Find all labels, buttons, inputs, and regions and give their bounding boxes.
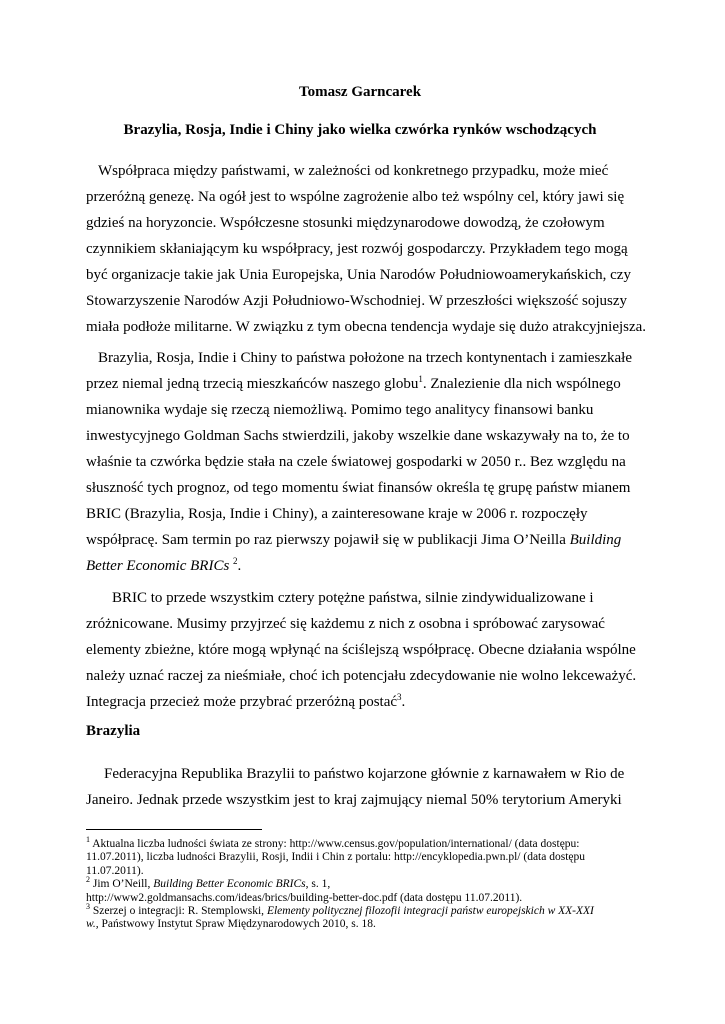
line-text: współpracę. Sam termin po raz pierwszy pojawił się w publikacji Jima O’Neilla: [86, 532, 570, 548]
paragraph-line: miała podłoże militarne. W związku z tym obecna tendencja wydaje się dużo atrakcyjniejsza.: [86, 319, 647, 335]
footnote-ref-3: 3: [397, 692, 402, 702]
paragraph-line: Janeiro. Jednak przede wszystkim jest to kraj zajmujący niemal 50% terytorium Ameryki: [86, 792, 622, 808]
paragraph-line: słuszność tych prognoz, od tego momentu świat finansów określa tę grupę państw mianem: [86, 480, 631, 496]
footnote-3: [86, 902, 634, 918]
footnote-text: Państwowy Instytut Spraw Międzynarodowych 2010, s. 18.: [98, 918, 376, 931]
footnote-1: [86, 835, 634, 851]
paragraph-line: [86, 527, 634, 553]
paragraph-line: mianownika wydaje się rzeczą niemożliwą. Pomimo tego analitycy finansowi banku: [86, 402, 594, 418]
footnote-text: , s. 1,: [305, 878, 331, 891]
footnote-italic: Building Better Economic BRICs: [153, 878, 306, 891]
italic-title: Better Economic BRICs: [86, 558, 230, 574]
footnote-italic: Elementy politycznej filozofii integracji państw europejskich w XX-XXI: [266, 905, 594, 918]
footnote-line: 11.07.2011), liczba ludności Brazylii, Rosji, Indii i Chin z portalu: http://encyklopedia.pwn.pl/ (data dostępu: [86, 851, 585, 864]
footnote-separator: [86, 829, 262, 830]
footnote-text: Aktualna liczba ludności świata ze strony: http://www.census.gov/population/international/ (data dostępu:: [92, 838, 580, 850]
footnote-number: 2: [86, 875, 90, 885]
paragraph-4: [86, 761, 634, 813]
paragraph-line: [86, 689, 634, 715]
paragraph-3: [86, 585, 637, 715]
footnote-number: 1: [86, 835, 90, 845]
line-text: Integracja przecież może przybrać przeróżną postać: [86, 694, 398, 710]
paragraph-line: właśnie ta czwórka będzie stała na czele światowej gospodarki w 2050 r.. Bez względu na: [86, 454, 626, 470]
footnote-2: [86, 875, 634, 891]
italic-title: Building: [569, 532, 622, 548]
paragraph-line: inwestycyjnego Goldman Sachs stwierdzili, jakoby wszelkie dane wskazywały na to, że to: [86, 428, 630, 444]
paragraph-1: [86, 158, 647, 340]
line-text: .: [401, 694, 406, 710]
section-heading: Brazylia: [86, 723, 141, 739]
paragraph-line: Federacyjna Republika Brazylii to państwo kojarzone głównie z karnawałem w Rio de: [104, 766, 625, 782]
paragraph-line: Współpraca między państwami, w zależności od konkretnego przypadku, może mieć: [98, 163, 609, 179]
footnote-line: [86, 918, 634, 931]
paragraph-line: [86, 371, 634, 397]
footnote-text: Jim O’Neill,: [92, 878, 154, 891]
paragraph-line: elementy zbieżne, które mogą wpłynąć na ściślejszą współpracę. Obecne działania wspólne: [86, 642, 636, 658]
footnote-ref-2: 2: [233, 556, 238, 566]
paragraph-line: czynnikiem skłaniającym ku współpracy, jest rozwój gospodarczy. Przykładem tego mogą: [86, 241, 628, 257]
paragraph-line: przeróżną genezę. Na ogół jest to wspólne zagrożenie albo też wspólny cel, który jawi się: [86, 189, 625, 205]
line-text: .: [237, 558, 242, 574]
footnotes: [86, 835, 634, 932]
paragraph-line: być organizacje takie jak Unia Europejska, Unia Narodów Południowoamerykańskich, czy: [86, 267, 631, 283]
paragraph-2: [86, 345, 634, 579]
footnote-number: 3: [86, 902, 90, 912]
paragraph-line: należy uznać raczej za nieśmiałe, choć ich potencjału zdecydowanie nie wolno lekceważyć.: [86, 668, 637, 684]
footnote-line: http://www2.goldmansachs.com/ideas/brics/building-better-doc.pdf (data dostępu 11.07.2011).: [86, 891, 523, 904]
paragraph-line: Stowarzyszenie Narodów Azji Południowo-Wschodniej. W przeszłości większość sojuszy: [86, 293, 627, 309]
paragraph-line: BRIC (Brazylia, Rosja, Indie i Chiny), a zainteresowane kraje w 2006 r. rozpoczęły: [86, 506, 588, 522]
line-text: . Znalezienie dla nich wspólnego: [422, 376, 621, 392]
footnote-italic: w.,: [86, 918, 99, 931]
footnote-text: Szerzej o integracji: R. Stemplowski,: [92, 905, 267, 918]
paragraph-line: [86, 553, 634, 579]
document-title: Brazylia, Rosja, Indie i Chiny jako wielka czwórka rynków wschodzących: [123, 122, 597, 138]
footnote-line: 11.07.2011).: [86, 864, 144, 877]
paragraph-line: gdzieś na horyzoncie. Współczesne stosunki międzynarodowe dowodzą, że czołowym: [86, 215, 605, 231]
footnote-ref-1: 1: [418, 374, 423, 384]
author-name: Tomasz Garncarek: [298, 84, 422, 100]
paragraph-line: BRIC to przede wszystkim cztery potężne państwa, silnie zindywidualizowane i: [112, 590, 594, 606]
line-text: przez niemal jedną trzecią mieszkańców naszego globu: [86, 376, 419, 392]
paragraph-line: Brazylia, Rosja, Indie i Chiny to państwa położone na trzech kontynentach i zamieszkałe: [98, 350, 632, 366]
paragraph-line: zróżnicowane. Musimy przyjrzeć się każdemu z nich z osobna i spróbować zarysować: [86, 616, 605, 632]
